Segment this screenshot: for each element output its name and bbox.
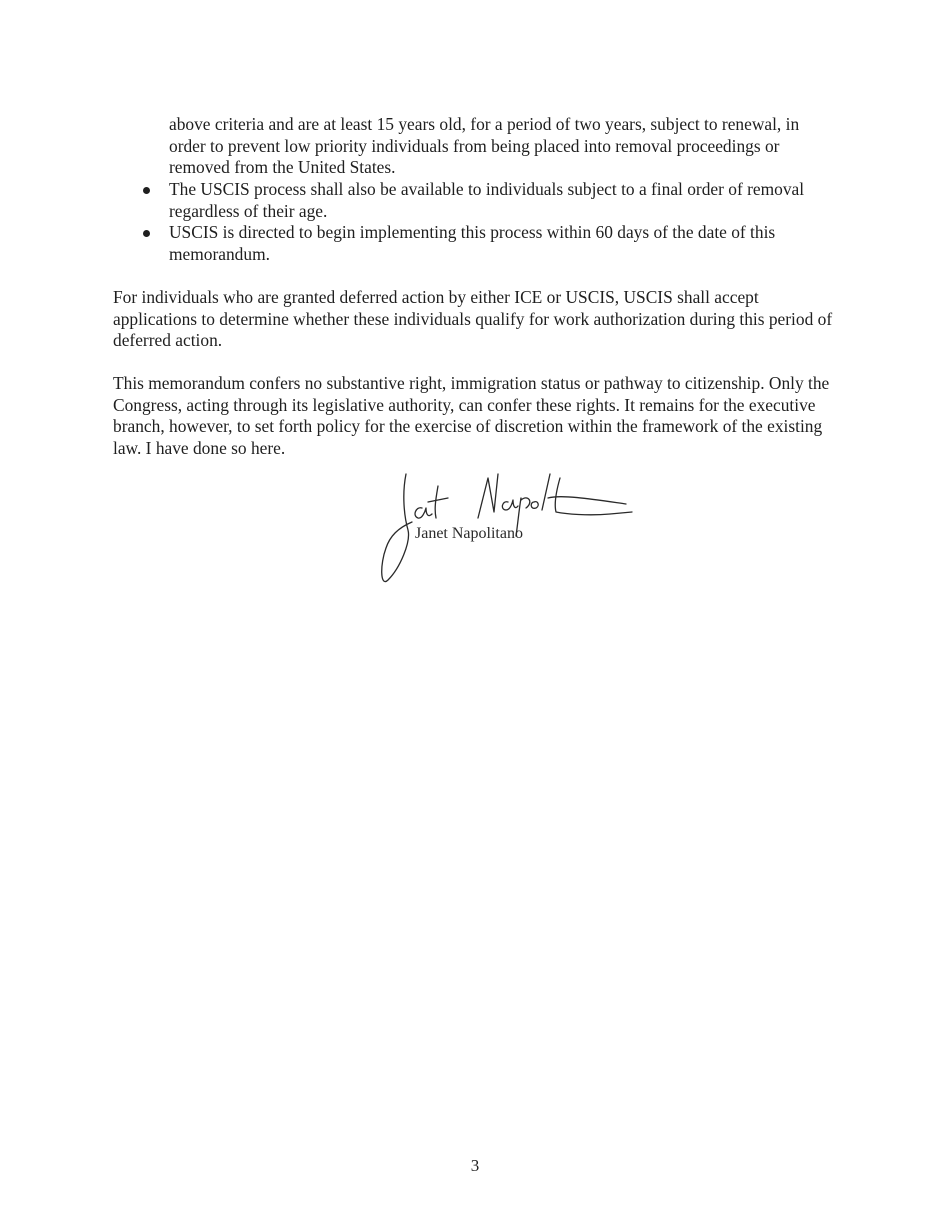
bullet-icon: [143, 187, 150, 194]
signature-block: [378, 468, 638, 590]
work-authorization-paragraph: For individuals who are granted deferred action by either ICE or USCIS, USCIS shall accept applications to determine whether these individuals qualify for work authorization during this period of deferred action.: [113, 287, 833, 351]
bullet-icon: [143, 230, 150, 237]
list-item-text: USCIS is directed to begin implementing this process within 60 days of the date of this memorandum.: [169, 222, 776, 264]
page-number: 3: [470, 1156, 480, 1175]
conclusion-paragraph: This memorandum confers no substantive right, immigration status or pathway to citizenship. Only the Congress, acting through its legislative authority, can confer these rights. It remains for the executive branch, however, to set forth policy for the exercise of discretion within the framework of the existing law. I have done so here.: [113, 373, 830, 458]
list-item-text: The USCIS process shall also be available to individuals subject to a final order of removal regardless of their age.: [169, 179, 805, 221]
list-item: [143, 222, 843, 265]
signer-name: Janet Napolitano: [415, 525, 523, 542]
bullet-list: [143, 179, 843, 265]
continued-paragraph: above criteria and are at least 15 years old, for a period of two years, subject to renewal, in order to prevent low priority individuals from being placed into removal proceedings or removed from the United States.: [169, 114, 800, 178]
list-item: [143, 179, 843, 222]
